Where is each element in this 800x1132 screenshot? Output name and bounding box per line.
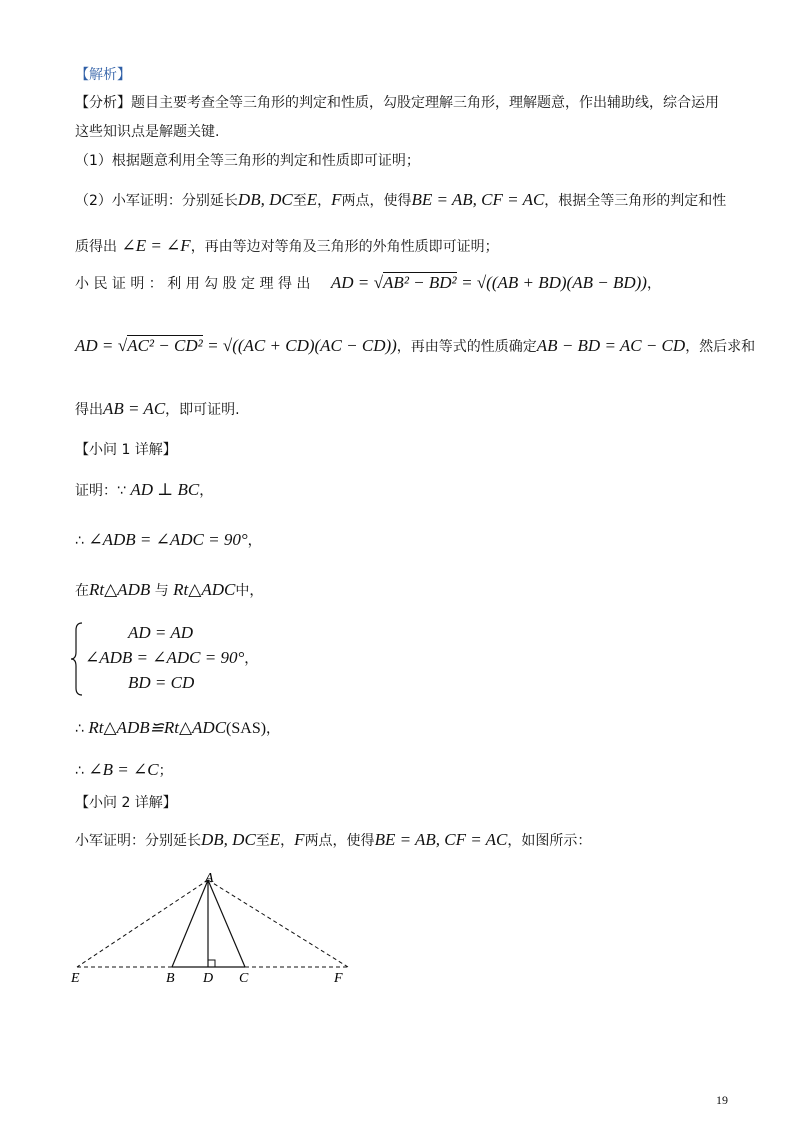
q1-conclusion-end: ；	[158, 763, 173, 779]
label-e: E	[71, 971, 80, 986]
q1-conclusion-line	[75, 760, 173, 781]
part2-mid2: 两点，使得	[341, 193, 412, 209]
system-row-1: AD = AD	[128, 623, 193, 642]
part2-point-f: F	[331, 190, 342, 209]
analysis-text-1: 题目主要考查全等三角形的判定和性质，勾股定理解三角形，理解题意，作出辅助线，综合运用	[131, 95, 719, 111]
q2-mid: 至	[255, 833, 270, 849]
part2-comma: ，	[317, 193, 332, 209]
xiaomin-eq2-sqrt: √AC² − CD²	[117, 336, 203, 355]
q2-segments: DB, DC	[201, 830, 256, 849]
xiaomin-eq2-relation: AB − BD = AC − CD	[536, 336, 686, 355]
label-f: F	[334, 971, 343, 986]
part2-suffix: ，根据全等三角形的判定和性	[544, 193, 727, 209]
label-a: A	[205, 871, 214, 886]
segment-ab	[172, 880, 208, 967]
segment-ac	[208, 880, 245, 967]
xiaomin-label: 小 民 证 明 ： 利 用 勾 股 定 理 得 出	[75, 276, 311, 292]
xiaomin-line-1	[75, 273, 661, 294]
q1-proof-equation: AD ⊥ BC	[130, 480, 200, 499]
xiaomin-line3-equation: AB = AC	[103, 399, 166, 418]
q1-in-suffix: 中，	[235, 583, 264, 599]
part2-angle-equation: ∠E = ∠F	[121, 236, 191, 255]
q2-suffix: ，如图所示：	[507, 833, 592, 849]
q1-conclusion-symbol: ∴	[75, 763, 84, 779]
q2-point-e: E	[269, 830, 281, 849]
part2-summary-line-2	[75, 236, 499, 257]
label-b: B	[166, 971, 175, 986]
q1-proof-prefix: 证明：∵	[75, 483, 126, 499]
xiaomin-eq1-end: ，	[646, 276, 661, 292]
q1-congruence-end: ，	[266, 721, 281, 737]
xiaomin-line3-suffix: ，即可证明.	[165, 402, 240, 418]
segment-af-dashed	[208, 880, 348, 967]
q1-in-prefix: 在	[75, 583, 89, 599]
q1-triangle-2: Rt△ADC	[173, 580, 236, 599]
system-row-3: BD = CD	[128, 673, 195, 692]
q1-therefore-line	[75, 530, 262, 551]
xiaomin-line-3	[75, 399, 240, 420]
q1-title: 【小问 1 详解】	[75, 442, 177, 458]
xiaomin-line-2	[75, 336, 755, 357]
xiaomin-eq1-right: = √((AB + BD)(AB − BD))	[461, 273, 647, 292]
page-number: 19	[716, 1093, 728, 1107]
part2-segments: DB, DC	[237, 190, 293, 209]
q1-proof-line	[75, 480, 213, 501]
xiaomin-eq2-right: = √((AC + CD)(AC − CD))	[207, 336, 397, 355]
part2-line2-prefix: 质得出	[75, 239, 117, 255]
q2-equation: BE = AB, CF = AC	[374, 830, 508, 849]
xiaomin-eq1-sqrt: √AB² − BD²	[373, 273, 457, 292]
right-angle-mark-icon	[208, 960, 215, 967]
part1-summary: （1）根据题意利用全等三角形的判定和性质即可证明；	[75, 153, 420, 169]
section-title: 【解析】	[75, 67, 131, 83]
part2-point-e: E	[306, 190, 318, 209]
q1-congruence: Rt△ADB≌Rt△ADC	[88, 718, 227, 737]
q1-congruence-reason: (SAS)	[226, 720, 267, 737]
q1-and: 与	[154, 583, 169, 599]
q1-triangles-line	[75, 580, 263, 601]
q2-point-f: F	[294, 830, 305, 849]
q2-comma: ，	[280, 833, 295, 849]
q1-congruence-symbol: ∴	[75, 721, 84, 737]
label-d: D	[203, 971, 214, 986]
part2-summary-line-1	[75, 190, 726, 211]
q2-prefix: 小军证明：分别延长	[75, 833, 201, 849]
q1-proof-end: ，	[199, 483, 214, 499]
q1-congruence-line	[75, 718, 280, 739]
q2-mid2: 两点，使得	[304, 833, 375, 849]
part2-mid: 至	[292, 193, 307, 209]
system-brace-icon	[70, 622, 84, 696]
xiaomin-eq2-mid: ，再由等式的性质确定	[396, 339, 537, 355]
analysis-label: 【分析】	[75, 95, 131, 111]
xiaomin-eq1-left: AD =	[330, 273, 370, 292]
q1-therefore-end: ，	[247, 533, 262, 549]
xiaomin-line3-prefix: 得出	[75, 402, 103, 418]
part2-equation: BE = AB, CF = AC	[411, 190, 545, 209]
system-row-2: ∠ADB = ∠ADC = 90°，	[85, 648, 259, 667]
segment-ae-dashed	[77, 880, 208, 967]
q1-therefore-symbol: ∴	[75, 533, 84, 549]
part2-line2-suffix: ，再由等边对等角及三角形的外角性质即可证明；	[190, 239, 499, 255]
geometry-figure	[70, 868, 360, 990]
q2-title: 【小问 2 详解】	[75, 795, 177, 811]
part2-prefix: （2）小军证明：分别延长	[75, 193, 238, 209]
q1-conclusion: ∠B = ∠C	[88, 760, 159, 779]
analysis-line-2: 这些知识点是解题关键.	[75, 124, 220, 140]
xiaomin-eq2-end: ，然后求和	[685, 339, 756, 355]
xiaomin-eq2-left: AD =	[75, 336, 114, 355]
q1-triangle-1: Rt△ADB	[89, 580, 151, 599]
q2-statement-line	[75, 830, 591, 851]
q1-therefore-equation: ∠ADB = ∠ADC = 90°	[88, 530, 248, 549]
analysis-line-1	[75, 93, 719, 113]
label-c: C	[239, 971, 249, 986]
